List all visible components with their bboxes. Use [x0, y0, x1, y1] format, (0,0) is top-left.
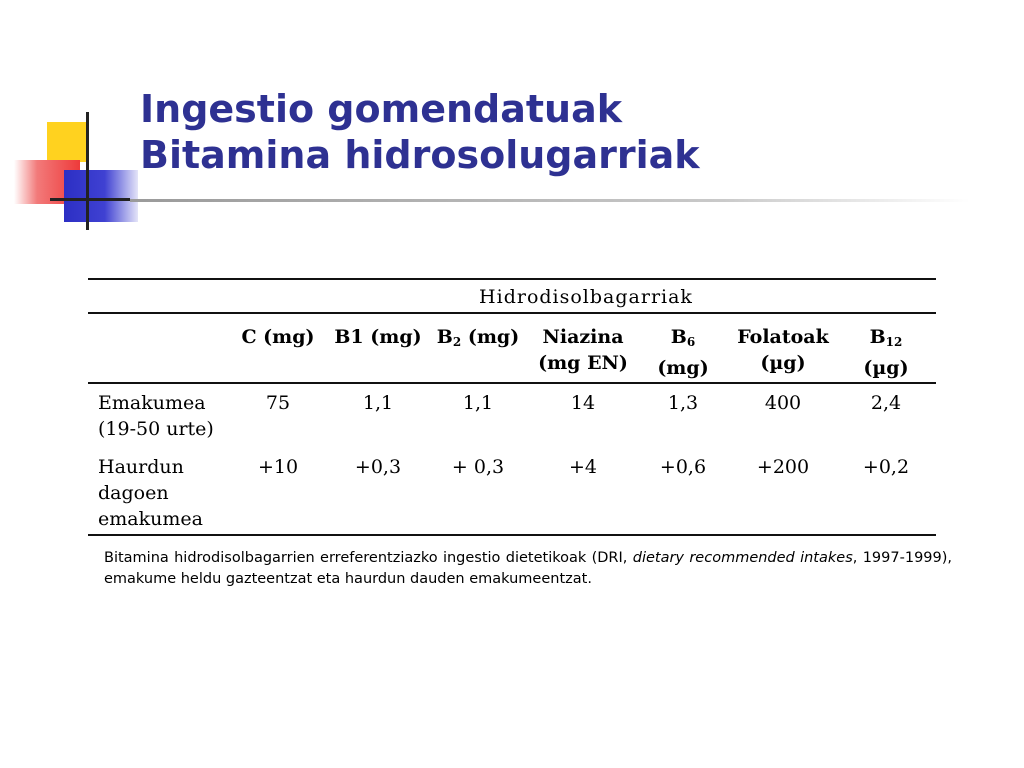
table-cell: 1,1 — [362, 392, 394, 414]
col-header-c-label: C (mg) — [241, 326, 315, 348]
col-header-b2 — [428, 324, 528, 355]
table-bottom-rule — [88, 534, 936, 536]
logo-vertical-line — [86, 112, 89, 230]
table-cell: +0,6 — [659, 456, 707, 478]
row-label-line: Haurdun — [98, 456, 184, 478]
table-cell: +10 — [257, 456, 299, 478]
col-header-folatoak — [728, 324, 838, 376]
column-header-rule — [88, 382, 936, 384]
table-cell: 14 — [570, 392, 596, 414]
col-header-b2-letter: B — [436, 326, 453, 348]
col-header-b6-letter: B — [670, 326, 687, 348]
col-header-b6-sub: 6 — [686, 335, 696, 349]
col-header-b12-letter: B — [869, 326, 886, 348]
slide-title — [140, 86, 700, 178]
row-label-emakumea — [98, 390, 214, 442]
table-cell: 400 — [764, 392, 802, 414]
table-cell: 1,1 — [462, 392, 494, 414]
table-caption — [104, 548, 952, 590]
group-header-rule — [88, 312, 936, 314]
logo-yellow-square — [47, 122, 87, 162]
col-header-b6-l2: (mg) — [657, 357, 709, 379]
table-cell: +4 — [568, 456, 597, 478]
caption-part-2: , 1997-1999), emakume heldu gazteentzat eta haurdun dauden emakumeentzat. — [104, 550, 953, 587]
col-header-folatoak-l2: (µg) — [760, 352, 806, 374]
caption-part-1: Bitamina hidrodisolbagarrien erreferentziazko ingestio dietetikoak (DRI, — [104, 550, 633, 566]
table-cell: +0,2 — [862, 456, 910, 478]
table-cell: + 0,3 — [451, 456, 505, 478]
col-header-b6 — [638, 324, 728, 381]
table-top-rule — [88, 278, 936, 280]
row-label-line: Emakumea — [98, 392, 206, 414]
col-header-b1-label: B1 (mg) — [334, 326, 422, 348]
col-header-niazina-l2: (mg EN) — [538, 352, 628, 374]
logo-horizontal-line — [50, 198, 130, 201]
col-header-niazina-l1: Niazina — [542, 326, 624, 348]
table-cell: +200 — [756, 456, 810, 478]
table-cell: 75 — [265, 392, 291, 414]
decorative-logo — [0, 0, 150, 240]
table-cell: 1,3 — [667, 392, 699, 414]
row-label-line: emakumea — [98, 508, 203, 530]
col-header-b12 — [838, 324, 934, 381]
col-header-folatoak-l1: Folatoak — [737, 326, 829, 348]
col-header-niazina — [528, 324, 638, 376]
logo-blue-square — [64, 170, 138, 222]
col-header-b12-sub: 12 — [885, 335, 903, 349]
table-cell: +0,3 — [354, 456, 402, 478]
caption-italic: dietary recommended intakes — [632, 550, 853, 566]
slide-title-line-2: Bitamina hidrosolugarriak — [140, 133, 700, 177]
row-label-line: dagoen — [98, 482, 169, 504]
col-header-b1 — [328, 324, 428, 350]
col-header-b2-label — [428, 324, 528, 355]
group-header: Hidrodisolbagarriak — [479, 286, 693, 308]
title-underline — [130, 199, 970, 202]
row-label-haurdun — [98, 454, 203, 532]
row-label-line: (19-50 urte) — [98, 418, 214, 440]
col-header-b2-unit: (mg) — [461, 326, 520, 348]
col-header-c — [228, 324, 328, 350]
col-header-b12-l2: (µg) — [863, 357, 909, 379]
table-cell: 2,4 — [870, 392, 902, 414]
col-header-b2-sub: 2 — [452, 335, 462, 349]
slide-title-line-1: Ingestio gomendatuak — [140, 87, 623, 131]
